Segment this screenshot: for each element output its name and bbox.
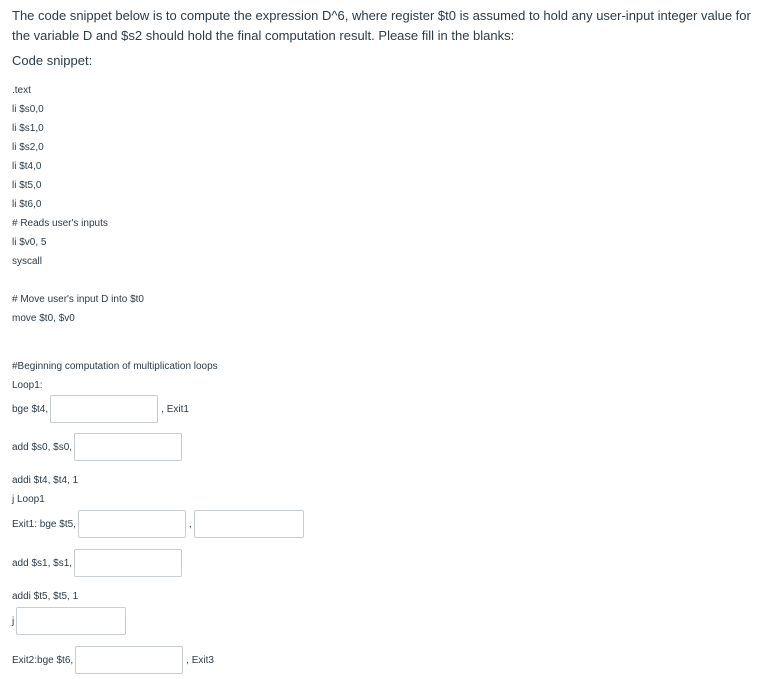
- blank-bge-t5-second-input[interactable]: [194, 510, 304, 538]
- code-line-syscall: syscall: [12, 256, 43, 267]
- blank-j-target-input[interactable]: [16, 607, 126, 635]
- blank-add-s1-input[interactable]: [74, 549, 182, 577]
- code-row-add-s1: [12, 549, 185, 577]
- code-row-j: [12, 607, 129, 635]
- code-line-text: .text: [12, 85, 31, 96]
- code-comment-begin: #Beginning computation of multiplication loops: [12, 361, 218, 372]
- blank-bge-t4-input[interactable]: [50, 395, 158, 423]
- blank-bge-t5-first-input[interactable]: [78, 510, 186, 538]
- code-line-li-s1: li $s1,0: [12, 123, 44, 134]
- code-row-exit2: [12, 646, 214, 674]
- blank-add-s0-input[interactable]: [74, 433, 182, 461]
- code-text-separator: ,: [188, 518, 192, 530]
- code-line-li-v0: li $v0, 5: [12, 237, 47, 248]
- question-prompt: The code snippet below is to compute the expression D^6, where register $t0 is assumed to hold any user-input integer value for the variable D and $s2 should hold the final computation result. Please fill in the blanks:: [12, 8, 751, 43]
- code-line-j-loop1: j Loop1: [12, 494, 45, 505]
- code-text-add-s1: add $s1, $s1,: [12, 557, 73, 569]
- code-label-loop1: Loop1:: [12, 380, 43, 391]
- code-line-addi-t4: addi $t4, $t4, 1: [12, 475, 79, 486]
- code-line-li-t5: li $t5,0: [12, 180, 42, 191]
- code-text-bge-t4: bge $t4,: [12, 403, 49, 415]
- code-comment-move: # Move user's input D into $t0: [12, 294, 144, 305]
- code-line-move: move $t0, $v0: [12, 313, 75, 324]
- code-text-exit1-bge-t5: Exit1: bge $t5,: [12, 518, 76, 530]
- code-line-li-t6: li $t6,0: [12, 199, 42, 210]
- code-row-bge-t4: [12, 395, 189, 423]
- code-comment-reads: # Reads user's inputs: [12, 218, 108, 229]
- code-line-li-s0: li $s0,0: [12, 104, 44, 115]
- code-text-j: j: [12, 615, 15, 627]
- code-text-exit1: , Exit1: [161, 403, 189, 415]
- code-text-add-s0: add $s0, $s0,: [12, 441, 73, 453]
- code-line-li-t4: li $t4,0: [12, 161, 42, 172]
- code-text-exit3: , Exit3: [186, 654, 214, 666]
- code-snippet-heading: Code snippet:: [12, 53, 93, 68]
- code-line-li-s2: li $s2,0: [12, 142, 44, 153]
- code-row-add-s0: [12, 433, 185, 461]
- code-text-exit2-bge-t6: Exit2:bge $t6,: [12, 654, 74, 666]
- code-line-addi-t5: addi $t5, $t5, 1: [12, 591, 79, 602]
- blank-bge-t6-input[interactable]: [75, 646, 183, 674]
- code-row-exit1: [12, 510, 307, 538]
